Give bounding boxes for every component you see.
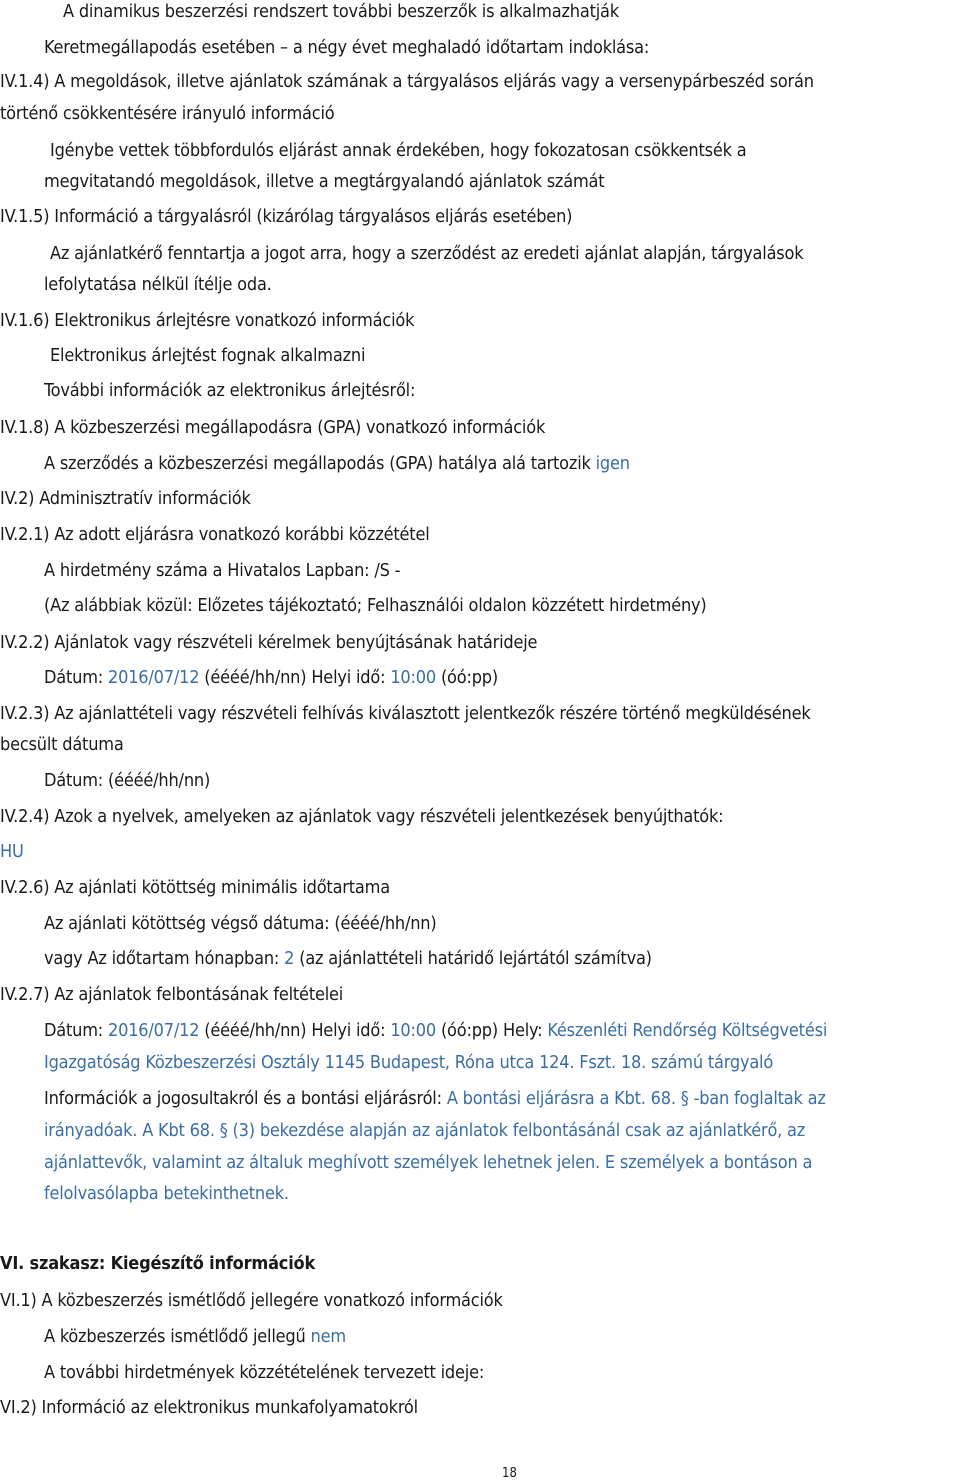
language-value: HU: [0, 841, 24, 862]
time-format: (óó:pp): [440, 1020, 499, 1041]
iv-2-2-date-line: [44, 666, 498, 690]
opening-date: 2016/07/12: [108, 1020, 200, 1041]
section-iv-2-6-heading: IV.2.6) Az ajánlati kötöttség minimális időtartama: [0, 877, 390, 898]
date-label: Dátum:: [44, 1020, 104, 1041]
date-format: (éééé/hh/nn): [204, 667, 307, 688]
iv-2-1-text-cont: (Az alábbiak közül: Előzetes tájékoztató; Felhasználói oldalon közzétett hirdetmény): [44, 595, 707, 616]
date-format: (éééé/hh/nn): [204, 1020, 307, 1041]
vi-1-text: A további hirdetmények közzétételének tervezett ideje:: [44, 1362, 485, 1383]
date-label: Dátum:: [44, 667, 104, 688]
section-iv-2-heading: IV.2) Adminisztratív információk: [0, 488, 251, 509]
section-iv-2-4-heading: IV.2.4) Azok a nyelvek, amelyeken az ajánlatok vagy részvételi jelentkezések benyújthatók:: [0, 806, 724, 827]
section-iv-1-5-heading: IV.1.5) Információ a tárgyalásról (kizárólag tárgyalásos eljárás esetében): [0, 206, 573, 227]
iv-2-6-text: Az ajánlati kötöttség végső dátuma: (éééé/hh/nn): [44, 913, 437, 934]
iv-2-6-months-line: [44, 947, 652, 971]
framework-agreement-line: Keretmegállapodás esetében – a négy évet meghaladó időtartam indoklása:: [44, 37, 650, 58]
section-iv-1-8-heading: IV.1.8) A közbeszerzési megállapodásra (GPA) vonatkozó információk: [0, 417, 546, 438]
time-format: (óó:pp): [440, 667, 499, 688]
section-vi-2-heading: VI.2) Információ az elektronikus munkafolyamatokról: [0, 1397, 418, 1418]
iv-2-3-text: Dátum: (éééé/hh/nn): [44, 770, 211, 791]
section-iv-2-3-heading-cont: becsült dátuma: [0, 734, 124, 755]
info-value-cont-3: felolvasólapba betekinthetnek.: [44, 1183, 289, 1204]
vi-1-line: [44, 1325, 346, 1349]
info-value-cont-1: irányadóak. A Kbt 68. § (3) bekezdése alapján az ajánlatok felbontásánál csak az ajánlatkérő, az: [44, 1120, 806, 1141]
info-value-cont-2: ajánlattevők, valamint az általuk meghívott személyek lehetnek jelen. E személyek a bontáson a: [44, 1152, 813, 1173]
deadline-time: 10:00: [390, 667, 436, 688]
place-label: Hely:: [502, 1020, 543, 1041]
gpa-label: A szerződés a közbeszerzési megállapodás (GPA) hatálya alá tartozik: [44, 453, 591, 474]
info-label: Információk a jogosultakról és a bontási eljárásról:: [44, 1088, 442, 1109]
info-value: A bontási eljárásra a Kbt. 68. § -ban foglaltak az: [446, 1088, 826, 1109]
local-time-label: Helyi idő:: [311, 667, 386, 688]
iv-2-7-info-line: [44, 1087, 826, 1111]
iv-1-5-text-cont: lefolytatása nélkül ítélje oda.: [44, 274, 272, 295]
iv-2-1-text: A hirdetmény száma a Hivatalos Lapban: /S -: [44, 560, 401, 581]
opening-time: 10:00: [390, 1020, 436, 1041]
section-iv-1-6-heading: IV.1.6) Elektronikus árlejtésre vonatkozó információk: [0, 310, 415, 331]
gpa-value: igen: [595, 453, 630, 474]
section-iv-1-4-heading-cont: történő csökkentésére irányuló információ: [0, 103, 335, 124]
section-iv-1-4-heading: IV.1.4) A megoldások, illetve ajánlatok számának a tárgyalásos eljárás vagy a versenypárbeszéd során: [0, 71, 814, 92]
iv-1-8-line: [44, 452, 630, 476]
section-vi-1-heading: VI.1) A közbeszerzés ismétlődő jellegére vonatkozó információk: [0, 1290, 503, 1311]
local-time-label: Helyi idő:: [311, 1020, 386, 1041]
iv-2-7-date-line: [44, 1019, 827, 1043]
dynamic-purchasing-line: A dinamikus beszerzési rendszert további beszerzők is alkalmazhatják: [63, 1, 619, 22]
iv-1-4-text-cont: megvitatandó megoldások, illetve a megtárgyalandó ajánlatok számát: [44, 171, 605, 192]
months-note: (az ajánlattételi határidő lejártától számítva): [299, 948, 652, 969]
iv-1-6-text: Elektronikus árlejtést fognak alkalmazni: [50, 345, 366, 366]
place-value: Készenléti Rendőrség Költségvetési: [547, 1020, 828, 1041]
section-iv-2-2-heading: IV.2.2) Ajánlatok vagy részvételi kérelmek benyújtásának határideje: [0, 632, 538, 653]
recurrence-label: A közbeszerzés ismétlődő jellegű: [44, 1326, 306, 1347]
place-value-cont: Igazgatóság Közbeszerzési Osztály 1145 Budapest, Róna utca 124. Fszt. 18. számú tárgyaló: [44, 1052, 774, 1073]
deadline-date: 2016/07/12: [108, 667, 200, 688]
months-label: vagy Az időtartam hónapban:: [44, 948, 280, 969]
recurrence-value: nem: [310, 1326, 346, 1347]
iv-1-6-text-cont: További információk az elektronikus árlejtésről:: [44, 380, 416, 401]
months-value: 2: [284, 948, 295, 969]
iv-1-5-text: Az ajánlatkérő fenntartja a jogot arra, hogy a szerződést az eredeti ajánlat alapján, tárgyalások: [50, 243, 804, 264]
section-vi-heading: VI. szakasz: Kiegészítő információk: [0, 1253, 316, 1274]
section-iv-2-3-heading: IV.2.3) Az ajánlattételi vagy részvételi felhívás kiválasztott jelentkezők részére történő megküldésének: [0, 703, 811, 724]
section-iv-2-1-heading: IV.2.1) Az adott eljárásra vonatkozó korábbi közzététel: [0, 524, 430, 545]
page-number: 18: [502, 1466, 517, 1481]
section-iv-2-7-heading: IV.2.7) Az ajánlatok felbontásának feltételei: [0, 984, 344, 1005]
iv-1-4-text: Igénybe vettek többfordulós eljárást annak érdekében, hogy fokozatosan csökkentsék a: [50, 140, 747, 161]
